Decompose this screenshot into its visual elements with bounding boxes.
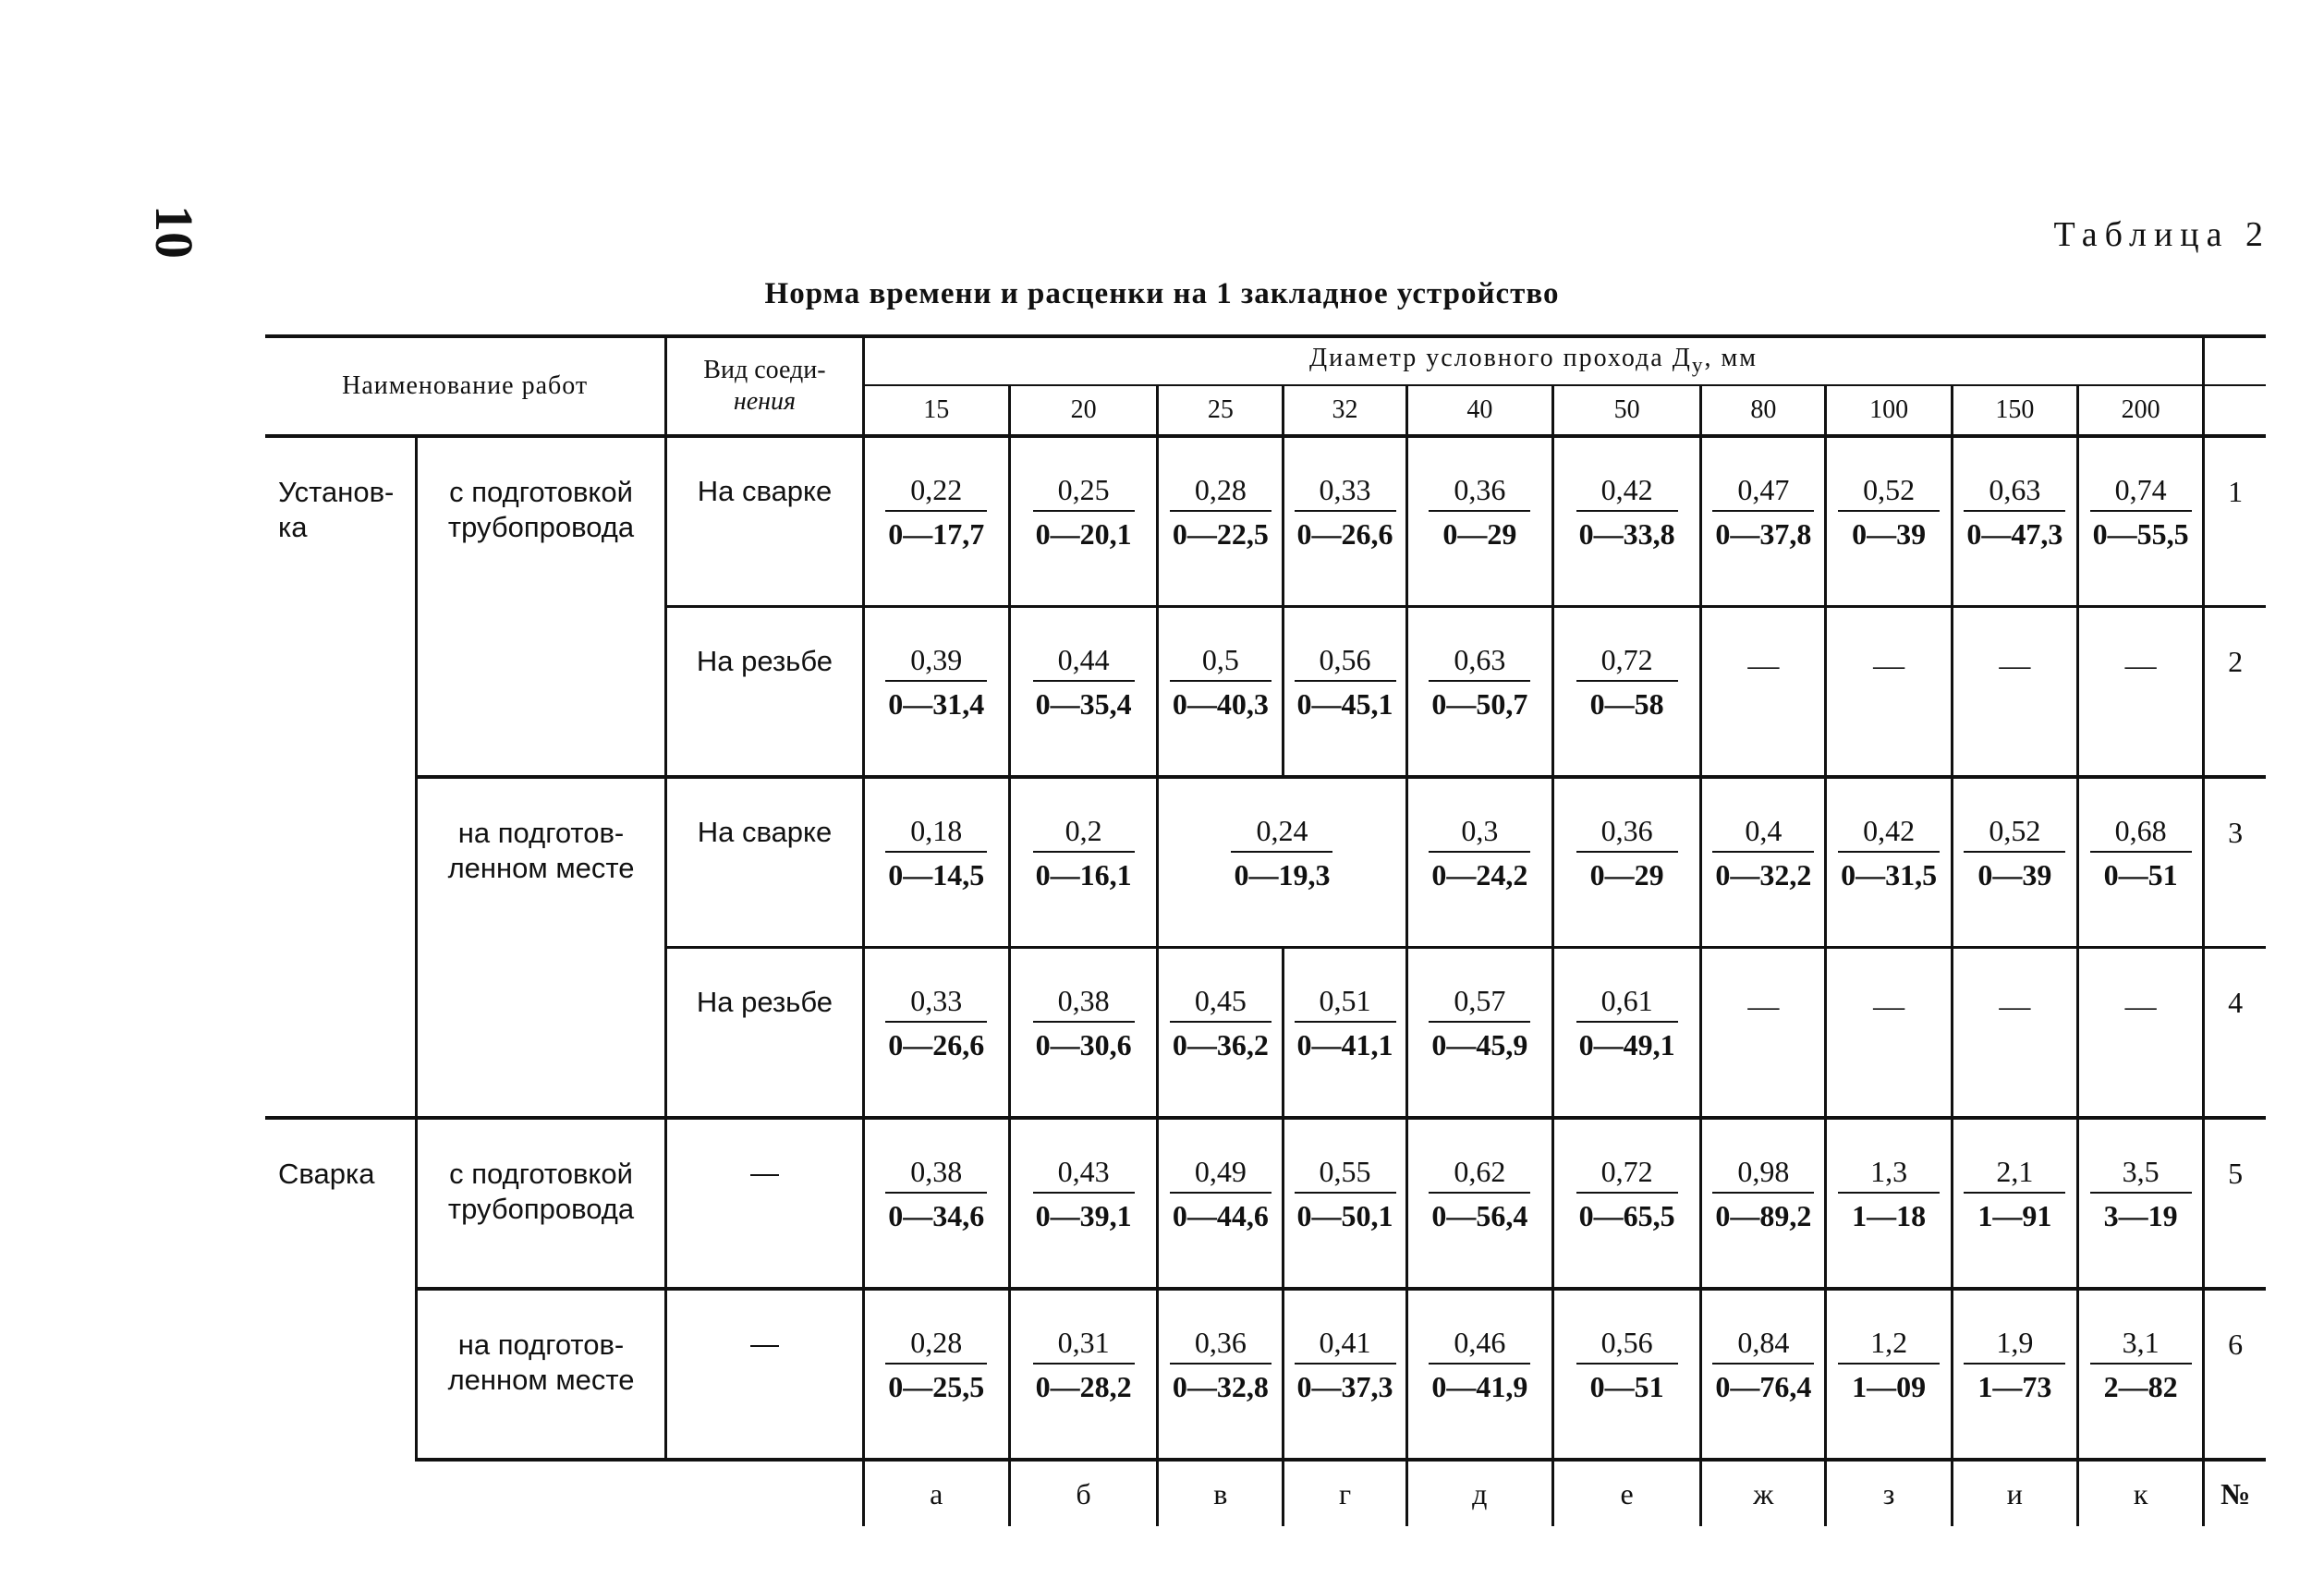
page-number: 10 — [144, 205, 204, 259]
connection-kind: — — [666, 1289, 863, 1460]
row-number: 6 — [2204, 1289, 2266, 1460]
size-header: 32 — [1284, 385, 1406, 436]
rate-fraction — [1964, 473, 2065, 552]
column-letter: в — [1158, 1460, 1284, 1526]
price-rate: 0—58 — [1589, 687, 1664, 721]
value-cell — [1701, 1118, 1826, 1289]
text-line: Сварка — [278, 1158, 375, 1190]
time-norm: 0,61 — [1576, 984, 1678, 1023]
time-norm: 0,36 — [1576, 814, 1678, 853]
table-row — [265, 777, 2266, 948]
price-rate: 0—28,2 — [1035, 1370, 1132, 1403]
time-norm: 1,9 — [1964, 1326, 2065, 1365]
header-diameter-unit: , мм — [1704, 344, 1758, 373]
price-rate: 0—39 — [1852, 517, 1927, 551]
time-norm: 0,74 — [2090, 473, 2192, 512]
time-norm: 0,44 — [1033, 643, 1135, 682]
price-rate: 0—33,8 — [1578, 517, 1675, 551]
header-row-1 — [265, 336, 2266, 385]
rate-fraction — [1712, 1155, 1814, 1234]
value-cell — [1826, 1118, 1952, 1289]
price-rate: 0—31,4 — [888, 687, 985, 721]
header-diameter-sub: у — [1691, 353, 1705, 378]
value-cell — [1284, 1289, 1406, 1460]
price-rate: 0—44,6 — [1172, 1199, 1269, 1232]
time-norm: 0,52 — [1964, 814, 2065, 853]
price-rate: 0—35,4 — [1035, 687, 1132, 721]
rate-fraction — [1576, 984, 1678, 1063]
time-norm: 0,31 — [1033, 1326, 1135, 1365]
value-cell — [1009, 436, 1157, 607]
price-rate: 0—65,5 — [1578, 1199, 1675, 1232]
price-rate: 0—19,3 — [1234, 858, 1331, 892]
column-letter: и — [1952, 1460, 2077, 1526]
column-letter: б — [1009, 1460, 1157, 1526]
price-rate: 0—20,1 — [1035, 517, 1132, 551]
column-letter: к — [2077, 1460, 2203, 1526]
value-cell — [1284, 607, 1406, 778]
row-number: 4 — [2204, 948, 2266, 1119]
price-rate: 0—36,2 — [1172, 1028, 1269, 1061]
size-header-blank — [2204, 385, 2266, 436]
table-label: Таблица 2 — [2053, 215, 2270, 254]
value-cell — [863, 1118, 1009, 1289]
value-cell — [1406, 436, 1552, 607]
price-rate: 0—32,8 — [1172, 1370, 1269, 1403]
column-letter: д — [1406, 1460, 1552, 1526]
rate-fraction — [1033, 1155, 1135, 1234]
price-rate: 0—76,4 — [1715, 1370, 1812, 1403]
value-cell — [1952, 607, 2077, 778]
value-cell — [863, 1289, 1009, 1460]
empty-dash: — — [1747, 989, 1780, 1024]
price-rate: 0—26,6 — [1296, 517, 1393, 551]
row-number: 1 — [2204, 436, 2266, 607]
time-norm: 0,49 — [1170, 1155, 1272, 1194]
price-rate: 0—40,3 — [1172, 687, 1269, 721]
rate-fraction — [1295, 1326, 1396, 1405]
table-row — [265, 1118, 2266, 1289]
empty-dash: — — [1999, 649, 2031, 683]
rate-fraction — [885, 473, 987, 552]
rate-fraction — [1295, 643, 1396, 722]
rate-fraction — [1838, 1326, 1940, 1405]
column-letter: ж — [1701, 1460, 1826, 1526]
column-letter: з — [1826, 1460, 1952, 1526]
text-line: Установ- — [278, 476, 395, 508]
value-cell — [1701, 607, 1826, 778]
column-letter: а — [863, 1460, 1009, 1526]
connection-kind: На резьбе — [666, 607, 863, 778]
rate-fraction — [1170, 984, 1272, 1063]
price-rate: 0—24,2 — [1431, 858, 1528, 892]
time-norm: 3,5 — [2090, 1155, 2192, 1194]
time-norm: 0,36 — [1429, 473, 1530, 512]
size-header: 200 — [2077, 385, 2203, 436]
work-group — [265, 436, 416, 1118]
rate-fraction — [885, 1155, 987, 1234]
value-cell — [1009, 1289, 1157, 1460]
text-line: с подготовкой — [449, 1158, 633, 1190]
time-norm: 0,98 — [1712, 1155, 1814, 1194]
value-cell — [1552, 436, 1700, 607]
rate-fraction — [1033, 473, 1135, 552]
rate-fraction — [885, 1326, 987, 1405]
value-cell — [1552, 777, 1700, 948]
value-cell — [1009, 607, 1157, 778]
value-cell — [2077, 777, 2203, 948]
value-cell — [1701, 777, 1826, 948]
price-rate: 0—29 — [1442, 517, 1517, 551]
work-subgroup — [416, 436, 665, 777]
value-cell — [1952, 777, 2077, 948]
work-subgroup — [416, 1118, 665, 1289]
price-rate: 1—91 — [1977, 1199, 2052, 1232]
text-line: на подготов- — [457, 1328, 625, 1361]
empty-dash: — — [1747, 649, 1780, 683]
time-norm: 0,72 — [1576, 643, 1678, 682]
size-header: 50 — [1552, 385, 1700, 436]
connection-kind: На сварке — [666, 777, 863, 948]
rate-fraction — [1429, 984, 1530, 1063]
price-rate: 0—37,3 — [1296, 1370, 1393, 1403]
rate-fraction — [1712, 1326, 1814, 1405]
time-norm: 0,38 — [885, 1155, 987, 1194]
rate-fraction — [2090, 473, 2192, 552]
work-group — [265, 1118, 416, 1460]
time-norm: 0,68 — [2090, 814, 2192, 853]
value-cell — [1284, 436, 1406, 607]
price-rate: 0—49,1 — [1578, 1028, 1675, 1061]
rate-fraction — [1231, 814, 1332, 893]
text-line: трубопровода — [447, 511, 635, 543]
rate-fraction — [1838, 814, 1940, 893]
rate-fraction — [1576, 814, 1678, 893]
value-cell — [1952, 948, 2077, 1119]
value-cell — [1826, 607, 1952, 778]
value-cell — [1406, 777, 1552, 948]
time-norm: 0,42 — [1838, 814, 1940, 853]
rate-fraction — [1576, 1326, 1678, 1405]
value-cell — [1406, 1289, 1552, 1460]
time-norm: 0,18 — [885, 814, 987, 853]
value-cell — [1952, 1289, 2077, 1460]
rate-fraction — [885, 643, 987, 722]
time-norm: 0,46 — [1429, 1326, 1530, 1365]
empty-dash: — — [2124, 989, 2157, 1024]
rate-fraction — [1033, 643, 1135, 722]
price-rate: 0—89,2 — [1715, 1199, 1812, 1232]
value-cell — [1158, 1289, 1284, 1460]
table-row — [265, 436, 2266, 607]
connection-kind: На резьбе — [666, 948, 863, 1119]
value-cell — [1406, 607, 1552, 778]
rate-fraction — [1033, 984, 1135, 1063]
rate-fraction — [1712, 814, 1814, 893]
value-cell — [1952, 436, 2077, 607]
size-header: 100 — [1826, 385, 1952, 436]
price-rate: 0—41,9 — [1431, 1370, 1528, 1403]
number-sign: № — [2204, 1460, 2266, 1526]
text-line: трубопровода — [447, 1193, 635, 1225]
rate-fraction — [1295, 984, 1396, 1063]
text-line: ленном месте — [447, 1364, 635, 1396]
value-cell — [2077, 948, 2203, 1119]
table-row — [265, 1289, 2266, 1460]
rate-fraction — [1295, 473, 1396, 552]
rate-fraction — [1429, 814, 1530, 893]
size-header: 20 — [1009, 385, 1157, 436]
rate-fraction — [1429, 1326, 1530, 1405]
value-cell — [1826, 948, 1952, 1119]
rate-fraction — [2090, 814, 2192, 893]
time-norm: 3,1 — [2090, 1326, 2192, 1365]
value-cell — [1952, 1118, 2077, 1289]
time-norm: 0,22 — [885, 473, 987, 512]
price-rate: 3—19 — [2103, 1199, 2178, 1232]
time-norm: 0,63 — [1429, 643, 1530, 682]
work-subgroup — [416, 777, 665, 1118]
value-cell — [863, 777, 1009, 948]
norm-table — [265, 334, 2266, 1526]
time-norm: 0,43 — [1033, 1155, 1135, 1194]
value-cell — [1701, 436, 1826, 607]
row-number: 5 — [2204, 1118, 2266, 1289]
rate-fraction — [1576, 473, 1678, 552]
header-connection-kind-line1: Вид соеди- — [703, 356, 826, 384]
time-norm: 0,63 — [1964, 473, 2065, 512]
value-cell — [863, 607, 1009, 778]
price-rate: 0—50,7 — [1431, 687, 1528, 721]
price-rate: 0—50,1 — [1296, 1199, 1393, 1232]
time-norm: 0,4 — [1712, 814, 1814, 853]
time-norm: 0,25 — [1033, 473, 1135, 512]
time-norm: 0,56 — [1295, 643, 1396, 682]
empty-dash: — — [1873, 649, 1905, 683]
connection-kind: — — [666, 1118, 863, 1289]
time-norm: 0,52 — [1838, 473, 1940, 512]
time-norm: 0,62 — [1429, 1155, 1530, 1194]
price-rate: 0—25,5 — [888, 1370, 985, 1403]
value-cell — [863, 948, 1009, 1119]
value-cell — [1552, 607, 1700, 778]
value-cell — [1009, 948, 1157, 1119]
time-norm: 0,33 — [1295, 473, 1396, 512]
value-cell — [1701, 1289, 1826, 1460]
rate-fraction — [1429, 643, 1530, 722]
value-cell — [2077, 1289, 2203, 1460]
header-work-name: Наименование работ — [265, 336, 666, 436]
value-cell — [1158, 777, 1406, 948]
value-cell — [863, 436, 1009, 607]
rate-fraction — [1429, 473, 1530, 552]
price-rate: 0—17,7 — [888, 517, 985, 551]
value-cell — [1009, 777, 1157, 948]
rate-fraction — [1964, 814, 2065, 893]
size-header: 40 — [1406, 385, 1552, 436]
value-cell — [1284, 1118, 1406, 1289]
price-rate: 0—39,1 — [1035, 1199, 1132, 1232]
value-cell — [1406, 948, 1552, 1119]
value-cell — [1552, 1118, 1700, 1289]
column-letter: г — [1284, 1460, 1406, 1526]
rate-fraction — [1170, 643, 1272, 722]
work-subgroup — [416, 1289, 665, 1460]
rate-fraction — [1295, 1155, 1396, 1234]
time-norm: 0,55 — [1295, 1155, 1396, 1194]
text-line: ленном месте — [447, 852, 635, 884]
price-rate: 0—22,5 — [1172, 517, 1269, 551]
price-rate: 0—34,6 — [888, 1199, 985, 1232]
price-rate: 0—47,3 — [1966, 517, 2063, 551]
connection-kind: На сварке — [666, 436, 863, 607]
time-norm: 0,33 — [885, 984, 987, 1023]
rate-fraction — [1576, 643, 1678, 722]
price-rate: 0—45,9 — [1431, 1028, 1528, 1061]
time-norm: 0,72 — [1576, 1155, 1678, 1194]
rate-fraction — [2090, 1326, 2192, 1405]
price-rate: 0—26,6 — [888, 1028, 985, 1061]
price-rate: 0—51 — [2103, 858, 2178, 892]
time-norm: 0,28 — [1170, 473, 1272, 512]
rate-fraction — [1033, 814, 1135, 893]
value-cell — [1826, 436, 1952, 607]
price-rate: 0—32,2 — [1715, 858, 1812, 892]
price-rate: 1—18 — [1852, 1199, 1927, 1232]
column-letter: е — [1552, 1460, 1700, 1526]
header-connection-kind-line2: нения — [733, 387, 797, 416]
price-rate: 0—55,5 — [2092, 517, 2189, 551]
rate-fraction — [885, 984, 987, 1063]
text-line: ка — [278, 511, 308, 543]
time-norm: 1,3 — [1838, 1155, 1940, 1194]
value-cell — [1406, 1118, 1552, 1289]
price-rate: 0—14,5 — [888, 858, 985, 892]
rate-fraction — [885, 814, 987, 893]
value-cell — [2077, 1118, 2203, 1289]
price-rate: 0—30,6 — [1035, 1028, 1132, 1061]
table-caption: Норма времени и расценки на 1 закладное устройство — [764, 277, 1560, 310]
price-rate: 0—37,8 — [1715, 517, 1812, 551]
price-rate: 0—51 — [1589, 1370, 1664, 1403]
value-cell — [1158, 607, 1284, 778]
time-norm: 0,45 — [1170, 984, 1272, 1023]
size-header: 80 — [1701, 385, 1826, 436]
time-norm: 1,2 — [1838, 1326, 1940, 1365]
rate-fraction — [2090, 1155, 2192, 1234]
price-rate: 0—56,4 — [1431, 1199, 1528, 1232]
price-rate: 0—39 — [1977, 858, 2052, 892]
value-cell — [1552, 1289, 1700, 1460]
size-header: 15 — [863, 385, 1009, 436]
size-header: 25 — [1158, 385, 1284, 436]
time-norm: 0,24 — [1231, 814, 1332, 853]
price-rate: 0—41,1 — [1296, 1028, 1393, 1061]
time-norm: 0,84 — [1712, 1326, 1814, 1365]
rate-fraction — [1033, 1326, 1135, 1405]
rate-fraction — [1429, 1155, 1530, 1234]
time-norm: 0,39 — [885, 643, 987, 682]
price-rate: 0—31,5 — [1841, 858, 1938, 892]
column-letter-row — [265, 1460, 2266, 1526]
time-norm: 0,3 — [1429, 814, 1530, 853]
row-number: 2 — [2204, 607, 2266, 778]
value-cell — [1009, 1118, 1157, 1289]
rate-fraction — [1170, 473, 1272, 552]
rate-fraction — [1576, 1155, 1678, 1234]
time-norm: 0,2 — [1033, 814, 1135, 853]
time-norm: 0,5 — [1170, 643, 1272, 682]
rate-fraction — [1838, 1155, 1940, 1234]
header-diameter — [863, 336, 2204, 385]
rate-fraction — [1170, 1326, 1272, 1405]
time-norm: 0,56 — [1576, 1326, 1678, 1365]
value-cell — [1284, 948, 1406, 1119]
header-connection-kind — [666, 336, 863, 436]
value-cell — [1826, 777, 1952, 948]
value-cell — [2077, 436, 2203, 607]
time-norm: 0,57 — [1429, 984, 1530, 1023]
size-header: 150 — [1952, 385, 2077, 436]
time-norm: 0,28 — [885, 1326, 987, 1365]
rate-fraction — [1170, 1155, 1272, 1234]
price-rate: 1—09 — [1852, 1370, 1927, 1403]
rate-fraction — [1964, 1155, 2065, 1234]
rate-fraction — [1838, 473, 1940, 552]
price-rate: 0—45,1 — [1296, 687, 1393, 721]
value-cell — [1158, 1118, 1284, 1289]
time-norm: 0,51 — [1295, 984, 1396, 1023]
rate-fraction — [1712, 473, 1814, 552]
empty-dash: — — [1873, 989, 1905, 1024]
text-line: с подготовкой — [449, 476, 633, 508]
value-cell — [1158, 948, 1284, 1119]
time-norm: 2,1 — [1964, 1155, 2065, 1194]
time-norm: 0,42 — [1576, 473, 1678, 512]
header-diameter-title: Диаметр условного прохода Д — [1309, 344, 1692, 373]
header-blank — [2204, 336, 2266, 385]
price-rate: 0—16,1 — [1035, 858, 1132, 892]
value-cell — [1701, 948, 1826, 1119]
time-norm: 0,36 — [1170, 1326, 1272, 1365]
price-rate: 0—29 — [1589, 858, 1664, 892]
row-number: 3 — [2204, 777, 2266, 948]
empty-dash: — — [2124, 649, 2157, 683]
text-line: на подготов- — [457, 817, 625, 849]
time-norm: 0,47 — [1712, 473, 1814, 512]
price-rate: 1—73 — [1977, 1370, 2052, 1403]
empty-dash: — — [1999, 989, 2031, 1024]
time-norm: 0,38 — [1033, 984, 1135, 1023]
time-norm: 0,41 — [1295, 1326, 1396, 1365]
value-cell — [1158, 436, 1284, 607]
value-cell — [2077, 607, 2203, 778]
value-cell — [1552, 948, 1700, 1119]
rate-fraction — [1964, 1326, 2065, 1405]
value-cell — [1826, 1289, 1952, 1460]
price-rate: 2—82 — [2103, 1370, 2178, 1403]
